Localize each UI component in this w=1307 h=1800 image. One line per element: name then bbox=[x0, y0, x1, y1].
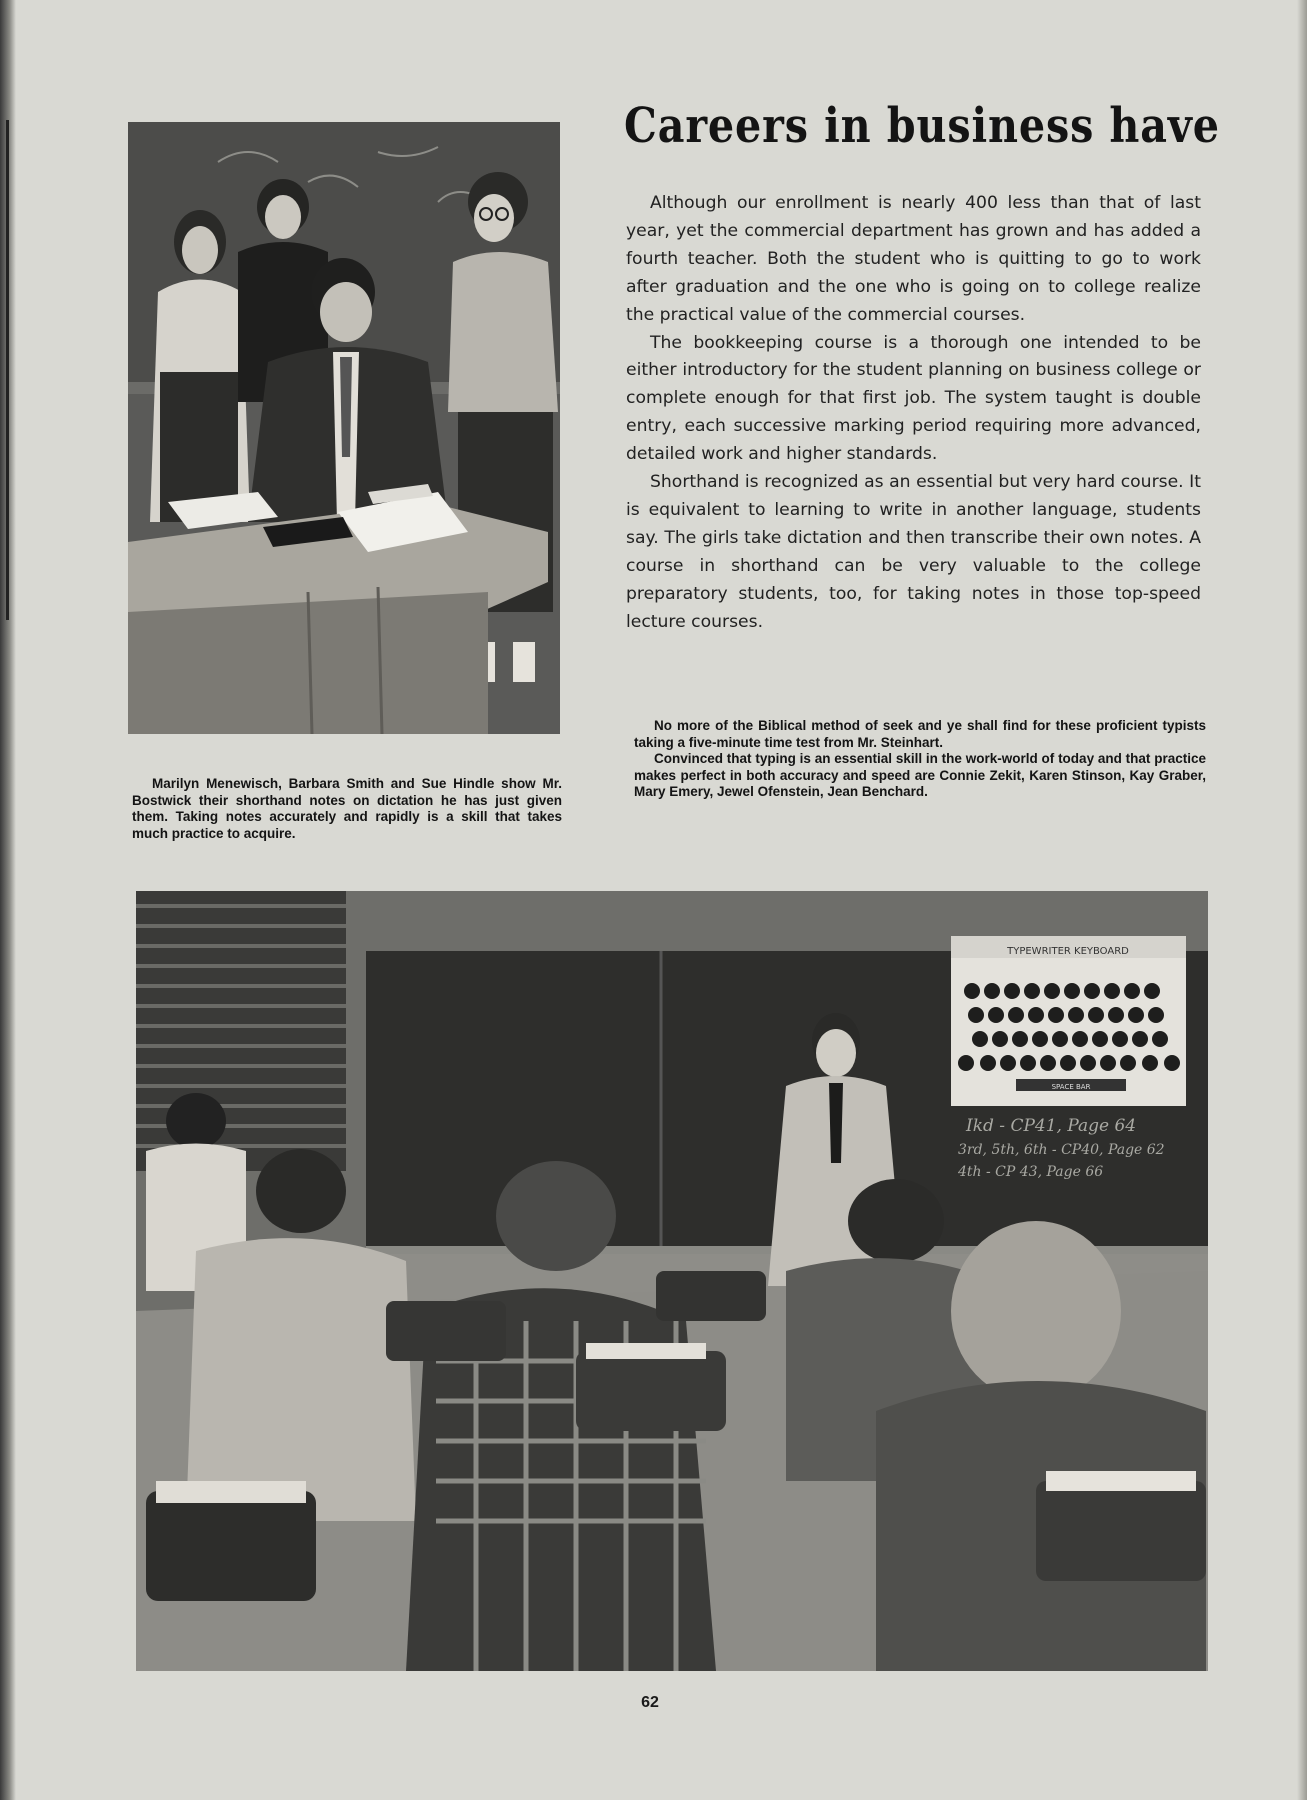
chalk-line: Ikd - CP41, Page 64 bbox=[966, 1116, 1137, 1136]
typing-class-illustration bbox=[136, 891, 1208, 1671]
article-paragraph: Although our enrollment is nearly 400 less than that of last year, yet the commercial department has grown and has added a fourth teacher. Both the student who is quitting to go to work after graduation and the one who is going on to college realize the practical value of the commercial courses. bbox=[626, 193, 1201, 325]
chalk-line: 4th - CP 43, Page 66 bbox=[958, 1164, 1104, 1180]
typing-class-caption bbox=[634, 718, 1206, 801]
shorthand-class-illustration bbox=[128, 122, 560, 734]
article-paragraph: The bookkeeping course is a thorough one intended to be either introductory for the student planning on business college or complete enough for that first job. The system taught is double entry, each successive marking period requiring more advanced, detailed work and higher standards. bbox=[626, 332, 1201, 465]
chalk-line: 3rd, 5th, 6th - CP40, Page 62 bbox=[958, 1142, 1165, 1158]
caption-paragraph: Convinced that typing is an essential skill in the work-world of today and that practice makes perfect in both accuracy and speed are Connie Zekit, Karen Stinson, Kay Graber, Mary Emery, Jewel Ofenstein, Jean Benchard. bbox=[634, 751, 1206, 799]
typing-class-photo bbox=[136, 891, 1208, 1671]
space-bar-label: SPACE BAR bbox=[1051, 1083, 1091, 1091]
article-paragraph: Shorthand is recognized as an essential but very hard course. It is equivalent to learning to write in another language, students say. The girls take dictation and then transcribe their own notes. A course in shorthand can be very valuable to the college preparatory students, too, for taking notes in those top-speed lecture courses. bbox=[626, 472, 1201, 632]
caption-paragraph: Marilyn Menewisch, Barbara Smith and Sue Hindle show Mr. Bostwick their shorthand notes on dictation he has just given them. Taking notes accurately and rapidly is a skill that takes much practice to acquire. bbox=[132, 776, 562, 841]
page-edge bbox=[1297, 0, 1307, 1800]
headline: Careers in business have bbox=[624, 98, 1220, 154]
shorthand-class-caption bbox=[132, 776, 562, 842]
binding-line bbox=[6, 120, 9, 620]
keyboard-chart-title: TYPEWRITER KEYBOARD bbox=[1007, 946, 1129, 957]
page-number: 62 bbox=[641, 1694, 659, 1711]
caption-paragraph: No more of the Biblical method of seek and ye shall find for these proficient typists taking a five-minute time test from Mr. Steinhart. bbox=[634, 718, 1206, 750]
article-body bbox=[626, 190, 1201, 637]
shorthand-class-photo bbox=[128, 122, 560, 734]
